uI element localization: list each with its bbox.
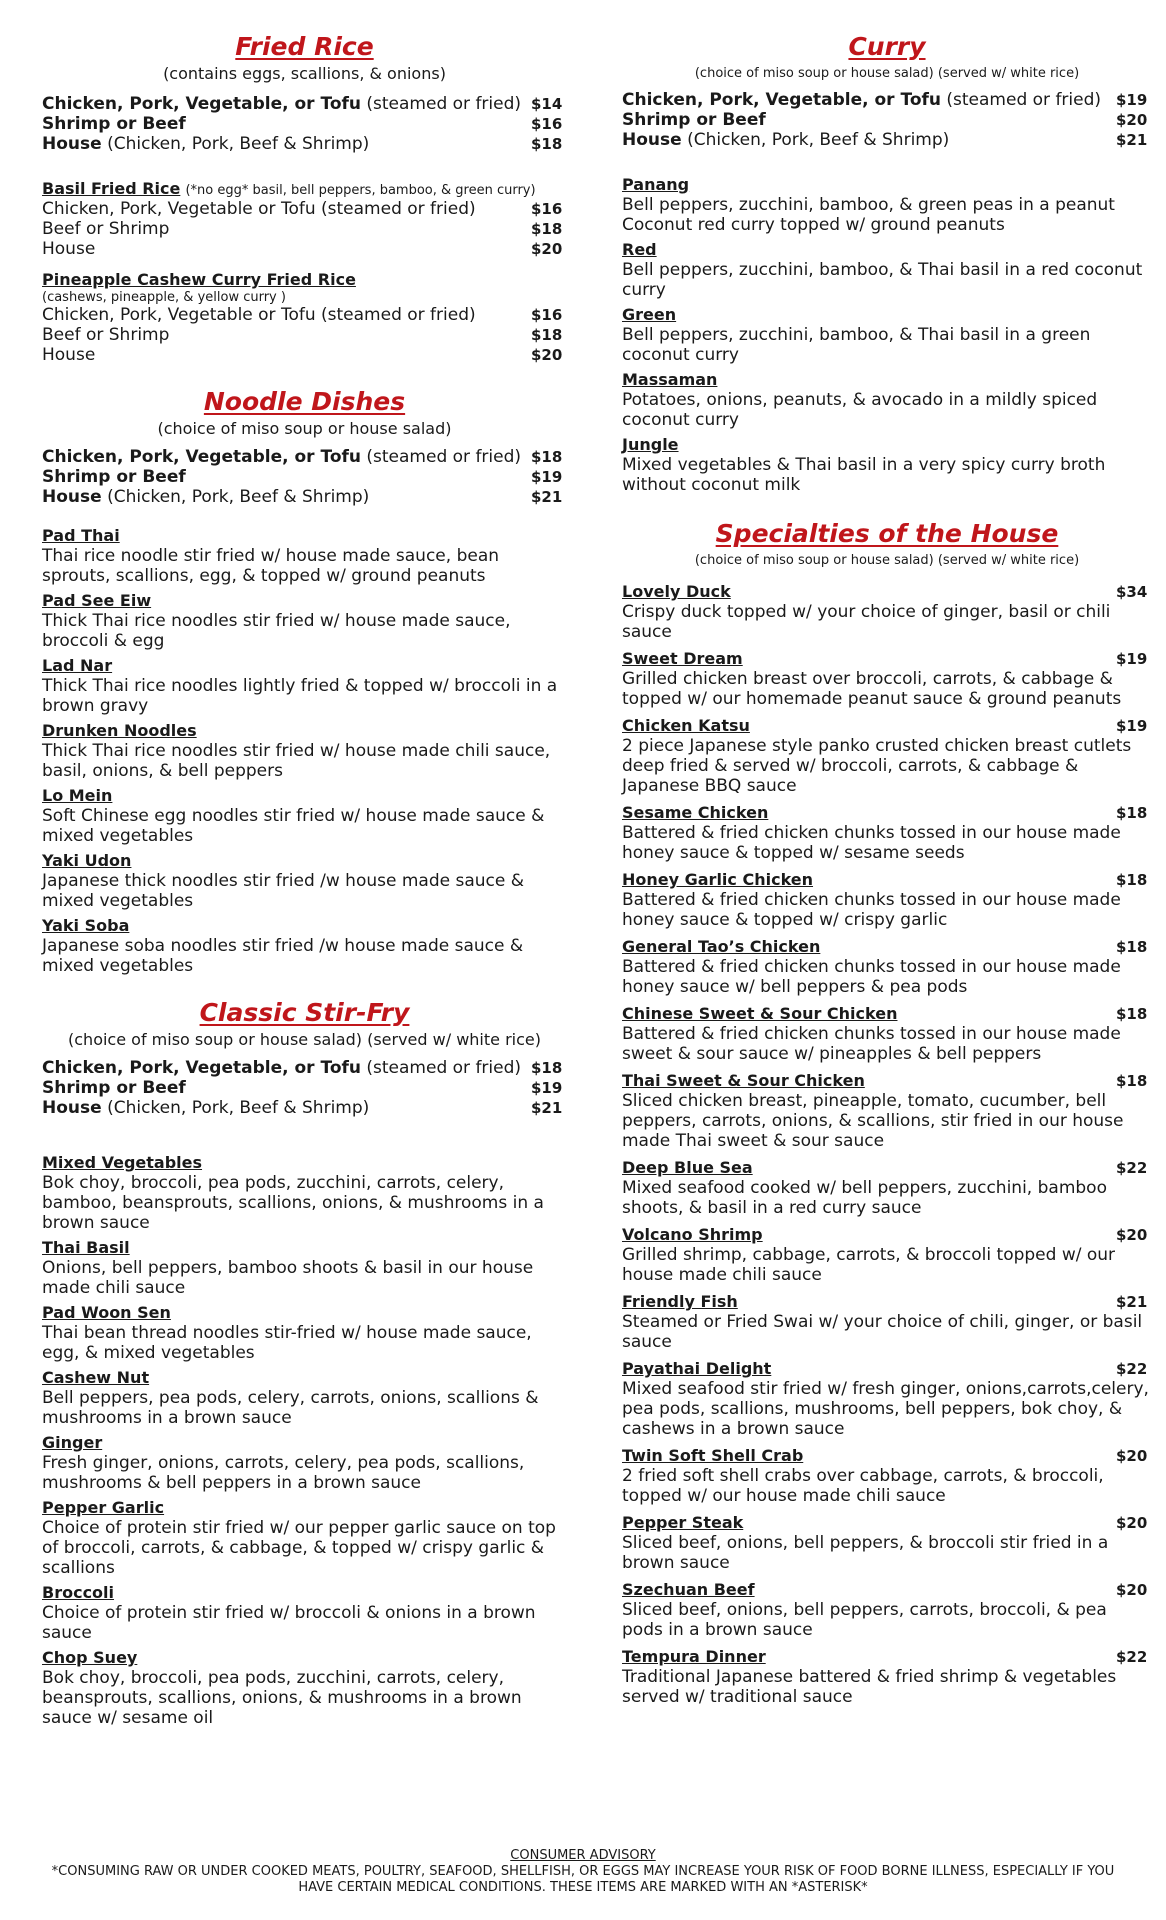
item-desc: Thai rice noodle stir fried w/ house made sauce, bean sprouts, scallions, egg, & topped w/ ground peanuts (42, 546, 500, 586)
item-note: (*no egg* basil, bell peppers, bamboo, & green curry) (185, 183, 536, 198)
stirfry-section (42, 998, 567, 1728)
price-row: Chicken, Pork, Vegetable, or Tofu (steamed or fried) $14 (42, 94, 563, 114)
price-row: Chicken, Pork, Vegetable, or Tofu (steamed or fried) $18 (42, 1058, 563, 1078)
item-price: $18 (1116, 938, 1148, 956)
noodle-section (42, 387, 567, 976)
price-row: Chicken, Pork, Vegetable or Tofu (steamed or fried) $16 (42, 305, 563, 325)
item-name: Pepper Steak (622, 1513, 744, 1532)
menu-item (622, 648, 1152, 709)
item-name: Pineapple Cashew Curry Fried Rice (42, 270, 356, 289)
item-price: $22 (1116, 1360, 1148, 1378)
price-list (42, 447, 567, 507)
item-desc: Japanese soba noodles stir fried /w house made sauce & mixed vegetables (42, 936, 524, 976)
item-name: Yaki Soba (42, 916, 130, 935)
section-subtitle: (choice of miso soup or house salad) (157, 419, 452, 438)
item-name: Green (622, 305, 677, 324)
section-subtitle: (choice of miso soup or house salad) (served w/ white rice) (694, 66, 1080, 81)
item-desc: Soft Chinese egg noodles stir fried w/ house made sauce & mixed vegetables (42, 806, 545, 846)
item-name: Szechuan Beef (622, 1580, 755, 1599)
menu-item (622, 1291, 1152, 1352)
menu-item (622, 1445, 1152, 1506)
item-desc: Bell peppers, pea pods, celery, carrots, onions, scallions & mushrooms in a brown sauce (42, 1388, 539, 1428)
menu-item (42, 525, 567, 586)
menu-item (622, 869, 1152, 930)
menu-item (622, 304, 1152, 365)
item-name: Broccoli (42, 1583, 115, 1602)
menu-item (42, 269, 567, 365)
menu-item (622, 1646, 1152, 1707)
item-name: Pepper Garlic (42, 1498, 165, 1517)
item-price: $22 (1116, 1648, 1148, 1666)
menu-item (622, 1358, 1152, 1439)
item-name: Massaman (622, 370, 718, 389)
item-name: Chicken Katsu (622, 716, 750, 735)
item-price: $18 (1116, 871, 1148, 889)
item-name: Panang (622, 175, 690, 194)
menu-item (42, 178, 567, 259)
menu-item (42, 1367, 567, 1428)
item-desc: Bok choy, broccoli, pea pods, zucchini, carrots, celery, beansprouts, scallions, onions, & mushrooms in a brown sauce w/ sesame oil (42, 1668, 522, 1728)
menu-item (42, 1647, 567, 1728)
item-desc: Grilled chicken breast over broccoli, carrots, & cabbage & topped w/ our homemade peanut sauce & ground peanuts (622, 669, 1122, 709)
item-desc: Sliced beef, onions, bell peppers, carrots, broccoli, & pea pods in a brown sauce (622, 1600, 1107, 1640)
menu-item (622, 1003, 1152, 1064)
menu-item (622, 434, 1152, 495)
menu-item (42, 1237, 567, 1298)
item-desc: Battered & fried chicken chunks tossed in our house made honey sauce & topped w/ sesame seeds (622, 823, 1121, 863)
price-row: House (Chicken, Pork, Beef & Shrimp) $21 (42, 487, 563, 507)
item-desc: Bell peppers, zucchini, bamboo, & Thai basil in a red coconut curry (622, 260, 1143, 300)
item-desc: Thick Thai rice noodles lightly fried & topped w/ broccoli in a brown gravy (42, 676, 558, 716)
item-price: $22 (1116, 1159, 1148, 1177)
item-desc: Sliced chicken breast, pineapple, tomato, cucumber, bell peppers, carrots, onions, & scallions, stir fried in our house made Thai sweet & sour sauce (622, 1091, 1124, 1151)
menu-item (42, 785, 567, 846)
item-desc: Crispy duck topped w/ your choice of ginger, basil or chili sauce (622, 602, 1111, 642)
item-name: Drunken Noodles (42, 721, 197, 740)
menu-item (622, 369, 1152, 430)
item-name: Thai Basil (42, 1238, 130, 1257)
item-name: Sesame Chicken (622, 803, 769, 822)
item-desc: Sliced beef, onions, bell peppers, & broccoli stir fried in a brown sauce (622, 1533, 1109, 1573)
price-row: Shrimp or Beef $19 (42, 1078, 563, 1098)
menu-item (42, 915, 567, 976)
item-desc: Mixed seafood stir fried w/ fresh ginger, onions,carrots,celery, pea pods, scallions, mushrooms, bell peppers, bok choy, & cashews in a brown sauce (622, 1379, 1149, 1439)
item-name: Red (622, 240, 657, 259)
item-desc: Japanese thick noodles stir fried /w house made sauce & mixed vegetables (42, 871, 525, 911)
section-subtitle: (choice of miso soup or house salad) (served w/ white rice) (694, 553, 1080, 568)
price-row: Chicken, Pork, Vegetable, or Tofu (steamed or fried) $19 (622, 90, 1148, 110)
menu-item (622, 1512, 1152, 1573)
item-desc: Traditional Japanese battered & fried shrimp & vegetables served w/ traditional sauce (622, 1667, 1117, 1707)
menu-item (42, 590, 567, 651)
menu-item (622, 174, 1152, 235)
right-column (622, 0, 1152, 1707)
item-desc: Bok choy, broccoli, pea pods, zucchini, carrots, celery, bamboo, beansprouts, scallions, onions, & mushrooms in a brown sauce (42, 1173, 544, 1233)
section-title: Specialties of the House (715, 519, 1059, 548)
menu-item (622, 936, 1152, 997)
price-row: Beef or Shrimp $18 (42, 219, 563, 239)
menu-item (42, 850, 567, 911)
item-desc: Battered & fried chicken chunks tossed in our house made honey sauce & topped w/ crispy garlic (622, 890, 1121, 930)
item-name: Honey Garlic Chicken (622, 870, 814, 889)
item-desc: Choice of protein stir fried w/ our pepper garlic sauce on top of broccoli, carrots, & cabbage, & topped w/ crispy garlic & scallions (42, 1518, 556, 1578)
item-name: Lo Mein (42, 786, 113, 805)
item-name: Pad Woon Sen (42, 1303, 171, 1322)
item-price: $18 (1116, 804, 1148, 822)
item-name: Payathai Delight (622, 1359, 772, 1378)
item-price: $34 (1116, 583, 1148, 601)
item-desc: 2 fried soft shell crabs over cabbage, carrots, & broccoli, topped w/ our house made chili sauce (622, 1466, 1104, 1506)
item-name: Twin Soft Shell Crab (622, 1446, 804, 1465)
item-desc: Onions, bell peppers, bamboo shoots & basil in our house made chili sauce (42, 1258, 534, 1298)
advisory-text: *CONSUMING RAW OR UNDER COOKED MEATS, POULTRY, SEAFOOD, SHELLFISH, OR EGGS MAY INCREASE YOUR RISK OF FOOD BORNE ILLNESS, ESPECIALLY IF YOU HAVE CERTAIN MEDICAL CONDITIONS. THESE ITEMS ARE MARKED WITH AN *ASTERISK* (51, 1864, 1115, 1895)
item-price: $20 (1116, 1514, 1148, 1532)
menu-item (622, 1070, 1152, 1151)
item-desc: Mixed seafood cooked w/ bell peppers, zucchini, bamboo shoots, & basil in a red curry sauce (622, 1178, 1107, 1218)
menu-item (622, 1579, 1152, 1640)
menu-item (42, 1432, 567, 1493)
item-desc: Battered & fried chicken chunks tossed in our house made honey sauce w/ bell peppers & pea pods (622, 957, 1121, 997)
menu-item (42, 655, 567, 716)
section-subtitle: (contains eggs, scallions, & onions) (163, 64, 446, 83)
item-name: Ginger (42, 1433, 103, 1452)
item-desc: Fresh ginger, onions, carrots, celery, pea pods, scallions, mushrooms & bell peppers in a brown sauce (42, 1453, 525, 1493)
section-title: Noodle Dishes (203, 387, 406, 416)
item-desc: Grilled shrimp, cabbage, carrots, & broccoli topped w/ our house made chili sauce (622, 1245, 1116, 1285)
item-desc: Thick Thai rice noodles stir fried w/ house made sauce, broccoli & egg (42, 611, 511, 651)
item-desc: Thick Thai rice noodles stir fried w/ house made chili sauce, basil, onions, & bell peppers (42, 741, 551, 781)
item-name: Yaki Udon (42, 851, 132, 870)
item-name: Basil Fried Rice (42, 179, 181, 198)
menu-item (42, 1497, 567, 1578)
item-desc: Choice of protein stir fried w/ broccoli & onions in a brown sauce (42, 1603, 536, 1643)
item-price: $18 (1116, 1072, 1148, 1090)
advisory-title: CONSUMER ADVISORY (510, 1848, 656, 1863)
item-price: $19 (1116, 650, 1148, 668)
item-price: $18 (1116, 1005, 1148, 1023)
price-row: Chicken, Pork, Vegetable or Tofu (steamed or fried) $16 (42, 199, 563, 219)
price-list (42, 1058, 567, 1118)
item-desc: 2 piece Japanese style panko crusted chicken breast cutlets deep fried & served w/ broccoli, carrots, & cabbage & Japanese BBQ sauce (622, 736, 1132, 796)
item-price: $20 (1116, 1581, 1148, 1599)
item-name: Mixed Vegetables (42, 1153, 203, 1172)
item-name: Chinese Sweet & Sour Chicken (622, 1004, 898, 1023)
item-name: Pad See Eiw (42, 591, 152, 610)
item-name: Friendly Fish (622, 1292, 738, 1311)
item-price: $21 (1116, 1293, 1148, 1311)
item-name: Lad Nar (42, 656, 113, 675)
item-name: General Tao’s Chicken (622, 937, 821, 956)
fried-rice-section (42, 32, 567, 365)
menu-item (42, 1302, 567, 1363)
item-note: (cashews, pineapple, & yellow curry ) (42, 290, 286, 305)
item-name: Volcano Shrimp (622, 1225, 763, 1244)
section-title: Classic Stir-Fry (199, 998, 410, 1027)
section-title: Curry (848, 32, 926, 61)
consumer-advisory (40, 1848, 1126, 1896)
menu-item (42, 1582, 567, 1643)
item-name: Thai Sweet & Sour Chicken (622, 1071, 865, 1090)
price-row: House $20 (42, 345, 563, 365)
item-name: Lovely Duck (622, 582, 731, 601)
item-desc: Steamed or Fried Swai w/ your choice of chili, ginger, or basil sauce (622, 1312, 1143, 1352)
item-desc: Thai bean thread noodles stir-fried w/ house made sauce, egg, & mixed vegetables (42, 1323, 532, 1363)
menu-item (42, 1152, 567, 1233)
price-list (622, 90, 1152, 150)
menu-item (622, 1157, 1152, 1218)
menu-item (622, 581, 1152, 642)
price-row: Shrimp or Beef $16 (42, 114, 563, 134)
price-row: Shrimp or Beef $19 (42, 467, 563, 487)
price-row: House (Chicken, Pork, Beef & Shrimp) $18 (42, 134, 563, 154)
menu-item (622, 715, 1152, 796)
item-desc: Potatoes, onions, peanuts, & avocado in a mildly spiced coconut curry (622, 390, 1098, 430)
menu-item (622, 1224, 1152, 1285)
price-row: House (Chicken, Pork, Beef & Shrimp) $21 (622, 130, 1148, 150)
price-list (42, 94, 567, 154)
left-column (42, 0, 567, 1728)
item-name: Deep Blue Sea (622, 1158, 753, 1177)
price-row: Shrimp or Beef $20 (622, 110, 1148, 130)
price-row: House $20 (42, 239, 563, 259)
price-row: House (Chicken, Pork, Beef & Shrimp) $21 (42, 1098, 563, 1118)
item-name: Sweet Dream (622, 649, 743, 668)
item-name: Cashew Nut (42, 1368, 150, 1387)
menu-item (622, 802, 1152, 863)
item-name: Jungle (622, 435, 679, 454)
item-name: Pad Thai (42, 526, 120, 545)
item-desc: Battered & fried chicken chunks tossed in our house made sweet & sour sauce w/ pineapples & bell peppers (622, 1024, 1121, 1064)
item-name: Chop Suey (42, 1648, 138, 1667)
item-name: Tempura Dinner (622, 1647, 766, 1666)
item-price: $20 (1116, 1226, 1148, 1244)
section-title: Fried Rice (235, 32, 374, 61)
item-price: $19 (1116, 717, 1148, 735)
item-price: $20 (1116, 1447, 1148, 1465)
price-row: Beef or Shrimp $18 (42, 325, 563, 345)
price-row: Chicken, Pork, Vegetable, or Tofu (steamed or fried) $18 (42, 447, 563, 467)
item-desc: Bell peppers, zucchini, bamboo, & Thai basil in a green coconut curry (622, 325, 1091, 365)
item-desc: Mixed vegetables & Thai basil in a very spicy curry broth without coconut milk (622, 455, 1106, 495)
menu-item (42, 720, 567, 781)
menu-item (622, 239, 1152, 300)
item-desc: Bell peppers, zucchini, bamboo, & green peas in a peanut Coconut red curry topped w/ ground peanuts (622, 195, 1115, 235)
section-subtitle: (choice of miso soup or house salad) (served w/ white rice) (68, 1030, 541, 1049)
curry-section (622, 32, 1152, 495)
specialties-section (622, 519, 1152, 1707)
